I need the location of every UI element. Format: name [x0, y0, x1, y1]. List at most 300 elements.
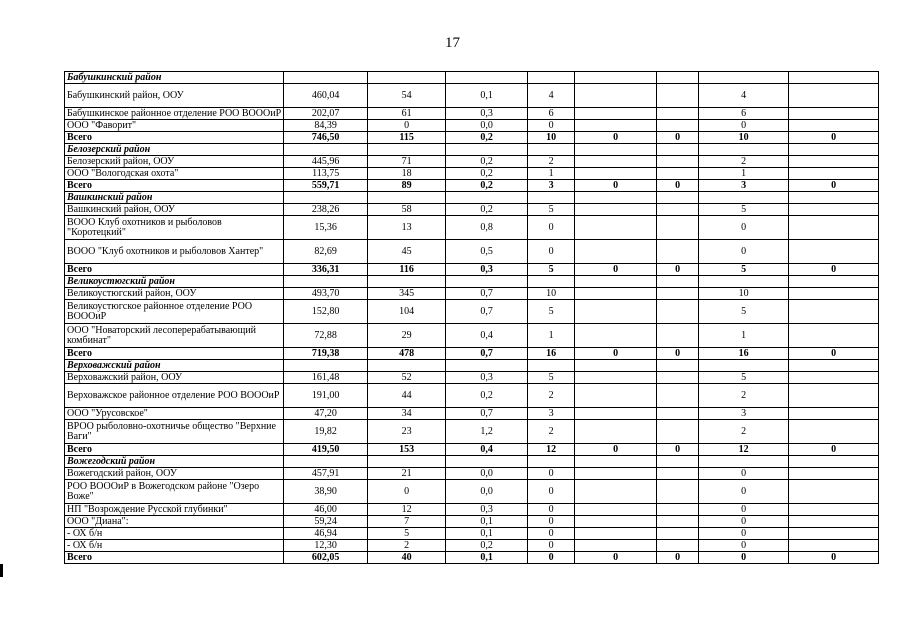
empty-cell	[446, 192, 528, 204]
district-row	[65, 456, 879, 468]
value-cell-c7: 0	[699, 468, 789, 480]
empty-cell	[284, 72, 368, 84]
value-cell-c1: 460,04	[284, 84, 368, 108]
value-cell-c8: 0	[789, 444, 879, 456]
value-cell-c8	[789, 168, 879, 180]
district-name: Верховажский район	[65, 360, 284, 372]
value-cell-c5	[575, 168, 657, 180]
value-cell-c7: 0	[699, 504, 789, 516]
row-label: ООО "Новаторский лесоперерабатывающий комбинат"	[65, 324, 284, 348]
district-name: Белозерский район	[65, 144, 284, 156]
value-cell-c1: 493,70	[284, 288, 368, 300]
value-cell-c8	[789, 480, 879, 504]
value-cell-c3: 0,2	[446, 156, 528, 168]
value-cell-c2: 12	[368, 504, 446, 516]
empty-cell	[575, 360, 657, 372]
value-cell-c5	[575, 408, 657, 420]
value-cell-c6: 0	[657, 444, 699, 456]
value-cell-c3: 0,5	[446, 240, 528, 264]
value-cell-c5: 0	[575, 180, 657, 192]
value-cell-c1: 419,50	[284, 444, 368, 456]
value-cell-c2: 58	[368, 204, 446, 216]
value-cell-c1: 336,31	[284, 264, 368, 276]
empty-cell	[528, 144, 575, 156]
empty-cell	[789, 456, 879, 468]
value-cell-c6	[657, 120, 699, 132]
value-cell-c3: 0,2	[446, 180, 528, 192]
value-cell-c2: 478	[368, 348, 446, 360]
table-row	[65, 540, 879, 552]
value-cell-c1: 82,69	[284, 240, 368, 264]
value-cell-c7: 1	[699, 168, 789, 180]
value-cell-c3: 0,2	[446, 204, 528, 216]
value-cell-c8: 0	[789, 348, 879, 360]
value-cell-c3: 0,3	[446, 504, 528, 516]
value-cell-c3: 0,1	[446, 84, 528, 108]
row-label: НП "Возрождение Русской глубинки"	[65, 504, 284, 516]
value-cell-c6	[657, 204, 699, 216]
value-cell-c3: 0,7	[446, 288, 528, 300]
empty-cell	[368, 276, 446, 288]
value-cell-c5	[575, 384, 657, 408]
value-cell-c7: 2	[699, 384, 789, 408]
value-cell-c4: 5	[528, 300, 575, 324]
value-cell-c8: 0	[789, 264, 879, 276]
value-cell-c4: 10	[528, 288, 575, 300]
value-cell-c8	[789, 108, 879, 120]
value-cell-c6	[657, 300, 699, 324]
value-cell-c5: 0	[575, 348, 657, 360]
value-cell-c8	[789, 300, 879, 324]
empty-cell	[699, 192, 789, 204]
value-cell-c7: 0	[699, 528, 789, 540]
empty-cell	[446, 360, 528, 372]
value-cell-c5	[575, 216, 657, 240]
row-label: Верховажский район, ООУ	[65, 372, 284, 384]
row-label: Всего	[65, 264, 284, 276]
value-cell-c2: 115	[368, 132, 446, 144]
value-cell-c8: 0	[789, 552, 879, 564]
value-cell-c5	[575, 324, 657, 348]
district-name: Вашкинский район	[65, 192, 284, 204]
hunting-grounds-table	[64, 71, 879, 564]
row-label: Всего	[65, 444, 284, 456]
value-cell-c7: 3	[699, 408, 789, 420]
value-cell-c3: 0,1	[446, 516, 528, 528]
value-cell-c6	[657, 168, 699, 180]
row-label: Всего	[65, 132, 284, 144]
table-row	[65, 372, 879, 384]
table-row	[65, 504, 879, 516]
value-cell-c1: 457,91	[284, 468, 368, 480]
value-cell-c2: 21	[368, 468, 446, 480]
row-label: Бабушкинское районное отделение РОО ВОООиР	[65, 108, 284, 120]
value-cell-c7: 0	[699, 540, 789, 552]
value-cell-c4: 0	[528, 516, 575, 528]
row-label: ВРОО рыболовно-охотничье общество "Верхние Ваги"	[65, 420, 284, 444]
value-cell-c8	[789, 420, 879, 444]
value-cell-c4: 0	[528, 216, 575, 240]
value-cell-c3: 0,0	[446, 120, 528, 132]
value-cell-c4: 1	[528, 168, 575, 180]
value-cell-c1: 46,94	[284, 528, 368, 540]
empty-cell	[657, 144, 699, 156]
value-cell-c8	[789, 384, 879, 408]
value-cell-c7: 10	[699, 288, 789, 300]
row-label: Вашкинский район, ООУ	[65, 204, 284, 216]
row-label: ООО "Диана":	[65, 516, 284, 528]
margin-mark-left	[0, 564, 3, 577]
empty-cell	[789, 192, 879, 204]
value-cell-c6: 0	[657, 264, 699, 276]
row-label: Великоустюгское районное отделение РОО ВОООиР	[65, 300, 284, 324]
empty-cell	[284, 192, 368, 204]
value-cell-c5	[575, 120, 657, 132]
empty-cell	[528, 360, 575, 372]
value-cell-c7: 0	[699, 552, 789, 564]
value-cell-c1: 84,39	[284, 120, 368, 132]
value-cell-c4: 3	[528, 180, 575, 192]
value-cell-c8	[789, 120, 879, 132]
district-row	[65, 192, 879, 204]
empty-cell	[446, 72, 528, 84]
value-cell-c4: 16	[528, 348, 575, 360]
value-cell-c6	[657, 420, 699, 444]
value-cell-c6	[657, 324, 699, 348]
value-cell-c8	[789, 504, 879, 516]
value-cell-c5: 0	[575, 444, 657, 456]
empty-cell	[575, 192, 657, 204]
value-cell-c4: 1	[528, 324, 575, 348]
value-cell-c2: 29	[368, 324, 446, 348]
value-cell-c5	[575, 240, 657, 264]
table-row	[65, 480, 879, 504]
table-body	[65, 72, 879, 564]
empty-cell	[789, 144, 879, 156]
value-cell-c1: 12,30	[284, 540, 368, 552]
value-cell-c4: 6	[528, 108, 575, 120]
empty-cell	[368, 144, 446, 156]
value-cell-c5	[575, 108, 657, 120]
value-cell-c1: 47,20	[284, 408, 368, 420]
value-cell-c5	[575, 504, 657, 516]
value-cell-c2: 5	[368, 528, 446, 540]
table-row	[65, 108, 879, 120]
value-cell-c3: 0,8	[446, 216, 528, 240]
empty-cell	[789, 276, 879, 288]
value-cell-c3: 0,2	[446, 384, 528, 408]
value-cell-c2: 71	[368, 156, 446, 168]
value-cell-c7: 16	[699, 348, 789, 360]
row-label: ООО "Урусовское"	[65, 408, 284, 420]
value-cell-c6	[657, 468, 699, 480]
value-cell-c5	[575, 204, 657, 216]
table-row	[65, 420, 879, 444]
district-row	[65, 72, 879, 84]
value-cell-c3: 0,2	[446, 168, 528, 180]
value-cell-c3: 0,2	[446, 132, 528, 144]
value-cell-c6	[657, 216, 699, 240]
table-row	[65, 384, 879, 408]
value-cell-c7: 5	[699, 264, 789, 276]
value-cell-c4: 12	[528, 444, 575, 456]
empty-cell	[789, 72, 879, 84]
empty-cell	[657, 276, 699, 288]
value-cell-c5	[575, 516, 657, 528]
empty-cell	[528, 456, 575, 468]
value-cell-c8: 0	[789, 132, 879, 144]
value-cell-c3: 0,0	[446, 480, 528, 504]
value-cell-c1: 161,48	[284, 372, 368, 384]
district-name: Великоустюгский район	[65, 276, 284, 288]
empty-cell	[284, 360, 368, 372]
row-label: Всего	[65, 348, 284, 360]
value-cell-c6	[657, 156, 699, 168]
value-cell-c3: 0,7	[446, 300, 528, 324]
empty-cell	[446, 144, 528, 156]
value-cell-c4: 2	[528, 384, 575, 408]
empty-cell	[657, 456, 699, 468]
value-cell-c5	[575, 420, 657, 444]
empty-cell	[699, 276, 789, 288]
total-row	[65, 552, 879, 564]
value-cell-c7: 0	[699, 240, 789, 264]
value-cell-c7: 0	[699, 216, 789, 240]
district-name: Бабушкинский район	[65, 72, 284, 84]
value-cell-c1: 38,90	[284, 480, 368, 504]
empty-cell	[284, 456, 368, 468]
value-cell-c2: 2	[368, 540, 446, 552]
table-row	[65, 240, 879, 264]
empty-cell	[528, 276, 575, 288]
value-cell-c4: 0	[528, 480, 575, 504]
value-cell-c6: 0	[657, 552, 699, 564]
value-cell-c3: 0,4	[446, 324, 528, 348]
value-cell-c2: 89	[368, 180, 446, 192]
empty-cell	[575, 456, 657, 468]
value-cell-c1: 719,38	[284, 348, 368, 360]
value-cell-c3: 0,2	[446, 540, 528, 552]
row-label: ООО "Вологодская охота"	[65, 168, 284, 180]
table-row	[65, 300, 879, 324]
value-cell-c2: 34	[368, 408, 446, 420]
value-cell-c8	[789, 408, 879, 420]
empty-cell	[657, 192, 699, 204]
value-cell-c5: 0	[575, 132, 657, 144]
value-cell-c3: 0,1	[446, 528, 528, 540]
value-cell-c2: 45	[368, 240, 446, 264]
table-row	[65, 288, 879, 300]
value-cell-c7: 1	[699, 324, 789, 348]
value-cell-c6	[657, 516, 699, 528]
value-cell-c6: 0	[657, 348, 699, 360]
empty-cell	[575, 72, 657, 84]
value-cell-c7: 5	[699, 372, 789, 384]
value-cell-c6	[657, 108, 699, 120]
value-cell-c1: 602,05	[284, 552, 368, 564]
value-cell-c1: 152,80	[284, 300, 368, 324]
value-cell-c2: 61	[368, 108, 446, 120]
value-cell-c1: 46,00	[284, 504, 368, 516]
value-cell-c1: 746,50	[284, 132, 368, 144]
value-cell-c2: 13	[368, 216, 446, 240]
empty-cell	[699, 72, 789, 84]
table-row	[65, 204, 879, 216]
empty-cell	[446, 456, 528, 468]
value-cell-c4: 3	[528, 408, 575, 420]
value-cell-c2: 18	[368, 168, 446, 180]
value-cell-c3: 0,7	[446, 408, 528, 420]
value-cell-c1: 202,07	[284, 108, 368, 120]
empty-cell	[575, 144, 657, 156]
value-cell-c6	[657, 240, 699, 264]
value-cell-c8	[789, 516, 879, 528]
value-cell-c6	[657, 528, 699, 540]
value-cell-c4: 0	[528, 540, 575, 552]
value-cell-c7: 0	[699, 480, 789, 504]
row-label: ООО "Фаворит"	[65, 120, 284, 132]
value-cell-c5	[575, 540, 657, 552]
table-row	[65, 216, 879, 240]
value-cell-c7: 2	[699, 420, 789, 444]
value-cell-c1: 19,82	[284, 420, 368, 444]
value-cell-c3: 1,2	[446, 420, 528, 444]
row-label: Всего	[65, 552, 284, 564]
value-cell-c8	[789, 468, 879, 480]
district-row	[65, 144, 879, 156]
value-cell-c4: 5	[528, 264, 575, 276]
value-cell-c2: 153	[368, 444, 446, 456]
total-row	[65, 132, 879, 144]
empty-cell	[446, 276, 528, 288]
value-cell-c1: 15,36	[284, 216, 368, 240]
row-label: Бабушкинский район, ООУ	[65, 84, 284, 108]
empty-cell	[368, 456, 446, 468]
value-cell-c7: 10	[699, 132, 789, 144]
table-row	[65, 516, 879, 528]
table-row	[65, 324, 879, 348]
value-cell-c8	[789, 528, 879, 540]
row-label: Великоустюгский район, ООУ	[65, 288, 284, 300]
value-cell-c6	[657, 288, 699, 300]
value-cell-c4: 5	[528, 204, 575, 216]
value-cell-c4: 4	[528, 84, 575, 108]
value-cell-c5	[575, 528, 657, 540]
empty-cell	[368, 192, 446, 204]
value-cell-c1: 113,75	[284, 168, 368, 180]
value-cell-c4: 10	[528, 132, 575, 144]
value-cell-c6: 0	[657, 180, 699, 192]
empty-cell	[284, 276, 368, 288]
row-label: - ОХ б/н	[65, 540, 284, 552]
value-cell-c4: 0	[528, 468, 575, 480]
table-row	[65, 528, 879, 540]
value-cell-c4: 0	[528, 504, 575, 516]
empty-cell	[368, 72, 446, 84]
value-cell-c7: 6	[699, 108, 789, 120]
value-cell-c6	[657, 84, 699, 108]
total-row	[65, 348, 879, 360]
value-cell-c3: 0,1	[446, 552, 528, 564]
value-cell-c8	[789, 156, 879, 168]
table-row	[65, 120, 879, 132]
value-cell-c5: 0	[575, 552, 657, 564]
value-cell-c4: 2	[528, 156, 575, 168]
value-cell-c8	[789, 372, 879, 384]
empty-cell	[657, 72, 699, 84]
value-cell-c5	[575, 288, 657, 300]
row-label: - ОХ б/н	[65, 528, 284, 540]
value-cell-c6	[657, 408, 699, 420]
district-row	[65, 276, 879, 288]
district-name: Вожегодский район	[65, 456, 284, 468]
value-cell-c5	[575, 480, 657, 504]
empty-cell	[699, 456, 789, 468]
row-label: ВООО "Клуб охотников и рыболовов Хантер"	[65, 240, 284, 264]
value-cell-c1: 59,24	[284, 516, 368, 528]
value-cell-c7: 4	[699, 84, 789, 108]
value-cell-c2: 345	[368, 288, 446, 300]
value-cell-c2: 52	[368, 372, 446, 384]
value-cell-c1: 238,26	[284, 204, 368, 216]
value-cell-c6	[657, 504, 699, 516]
value-cell-c4: 0	[528, 120, 575, 132]
empty-cell	[368, 360, 446, 372]
value-cell-c2: 7	[368, 516, 446, 528]
value-cell-c8	[789, 216, 879, 240]
row-label: Всего	[65, 180, 284, 192]
district-row	[65, 360, 879, 372]
row-label: ВООО Клуб охотников и рыболовов "Коротецкий"	[65, 216, 284, 240]
value-cell-c1: 559,71	[284, 180, 368, 192]
value-cell-c7: 12	[699, 444, 789, 456]
value-cell-c8	[789, 324, 879, 348]
total-row	[65, 444, 879, 456]
value-cell-c8	[789, 204, 879, 216]
table-row	[65, 408, 879, 420]
value-cell-c3: 0,7	[446, 348, 528, 360]
value-cell-c2: 0	[368, 480, 446, 504]
value-cell-c2: 23	[368, 420, 446, 444]
value-cell-c5	[575, 468, 657, 480]
value-cell-c4: 0	[528, 240, 575, 264]
row-label: Верховажское районное отделение РОО ВОООиР	[65, 384, 284, 408]
value-cell-c5	[575, 156, 657, 168]
value-cell-c7: 0	[699, 516, 789, 528]
value-cell-c1: 72,88	[284, 324, 368, 348]
table-row	[65, 156, 879, 168]
value-cell-c8	[789, 240, 879, 264]
value-cell-c5	[575, 372, 657, 384]
value-cell-c3: 0,0	[446, 468, 528, 480]
empty-cell	[699, 360, 789, 372]
value-cell-c1: 445,96	[284, 156, 368, 168]
value-cell-c2: 40	[368, 552, 446, 564]
value-cell-c5: 0	[575, 264, 657, 276]
value-cell-c7: 5	[699, 300, 789, 324]
value-cell-c7: 3	[699, 180, 789, 192]
value-cell-c2: 0	[368, 120, 446, 132]
value-cell-c3: 0,3	[446, 108, 528, 120]
value-cell-c8	[789, 288, 879, 300]
value-cell-c4: 2	[528, 420, 575, 444]
value-cell-c6	[657, 372, 699, 384]
value-cell-c1: 191,00	[284, 384, 368, 408]
value-cell-c8: 0	[789, 180, 879, 192]
value-cell-c6	[657, 384, 699, 408]
empty-cell	[575, 276, 657, 288]
value-cell-c4: 0	[528, 552, 575, 564]
